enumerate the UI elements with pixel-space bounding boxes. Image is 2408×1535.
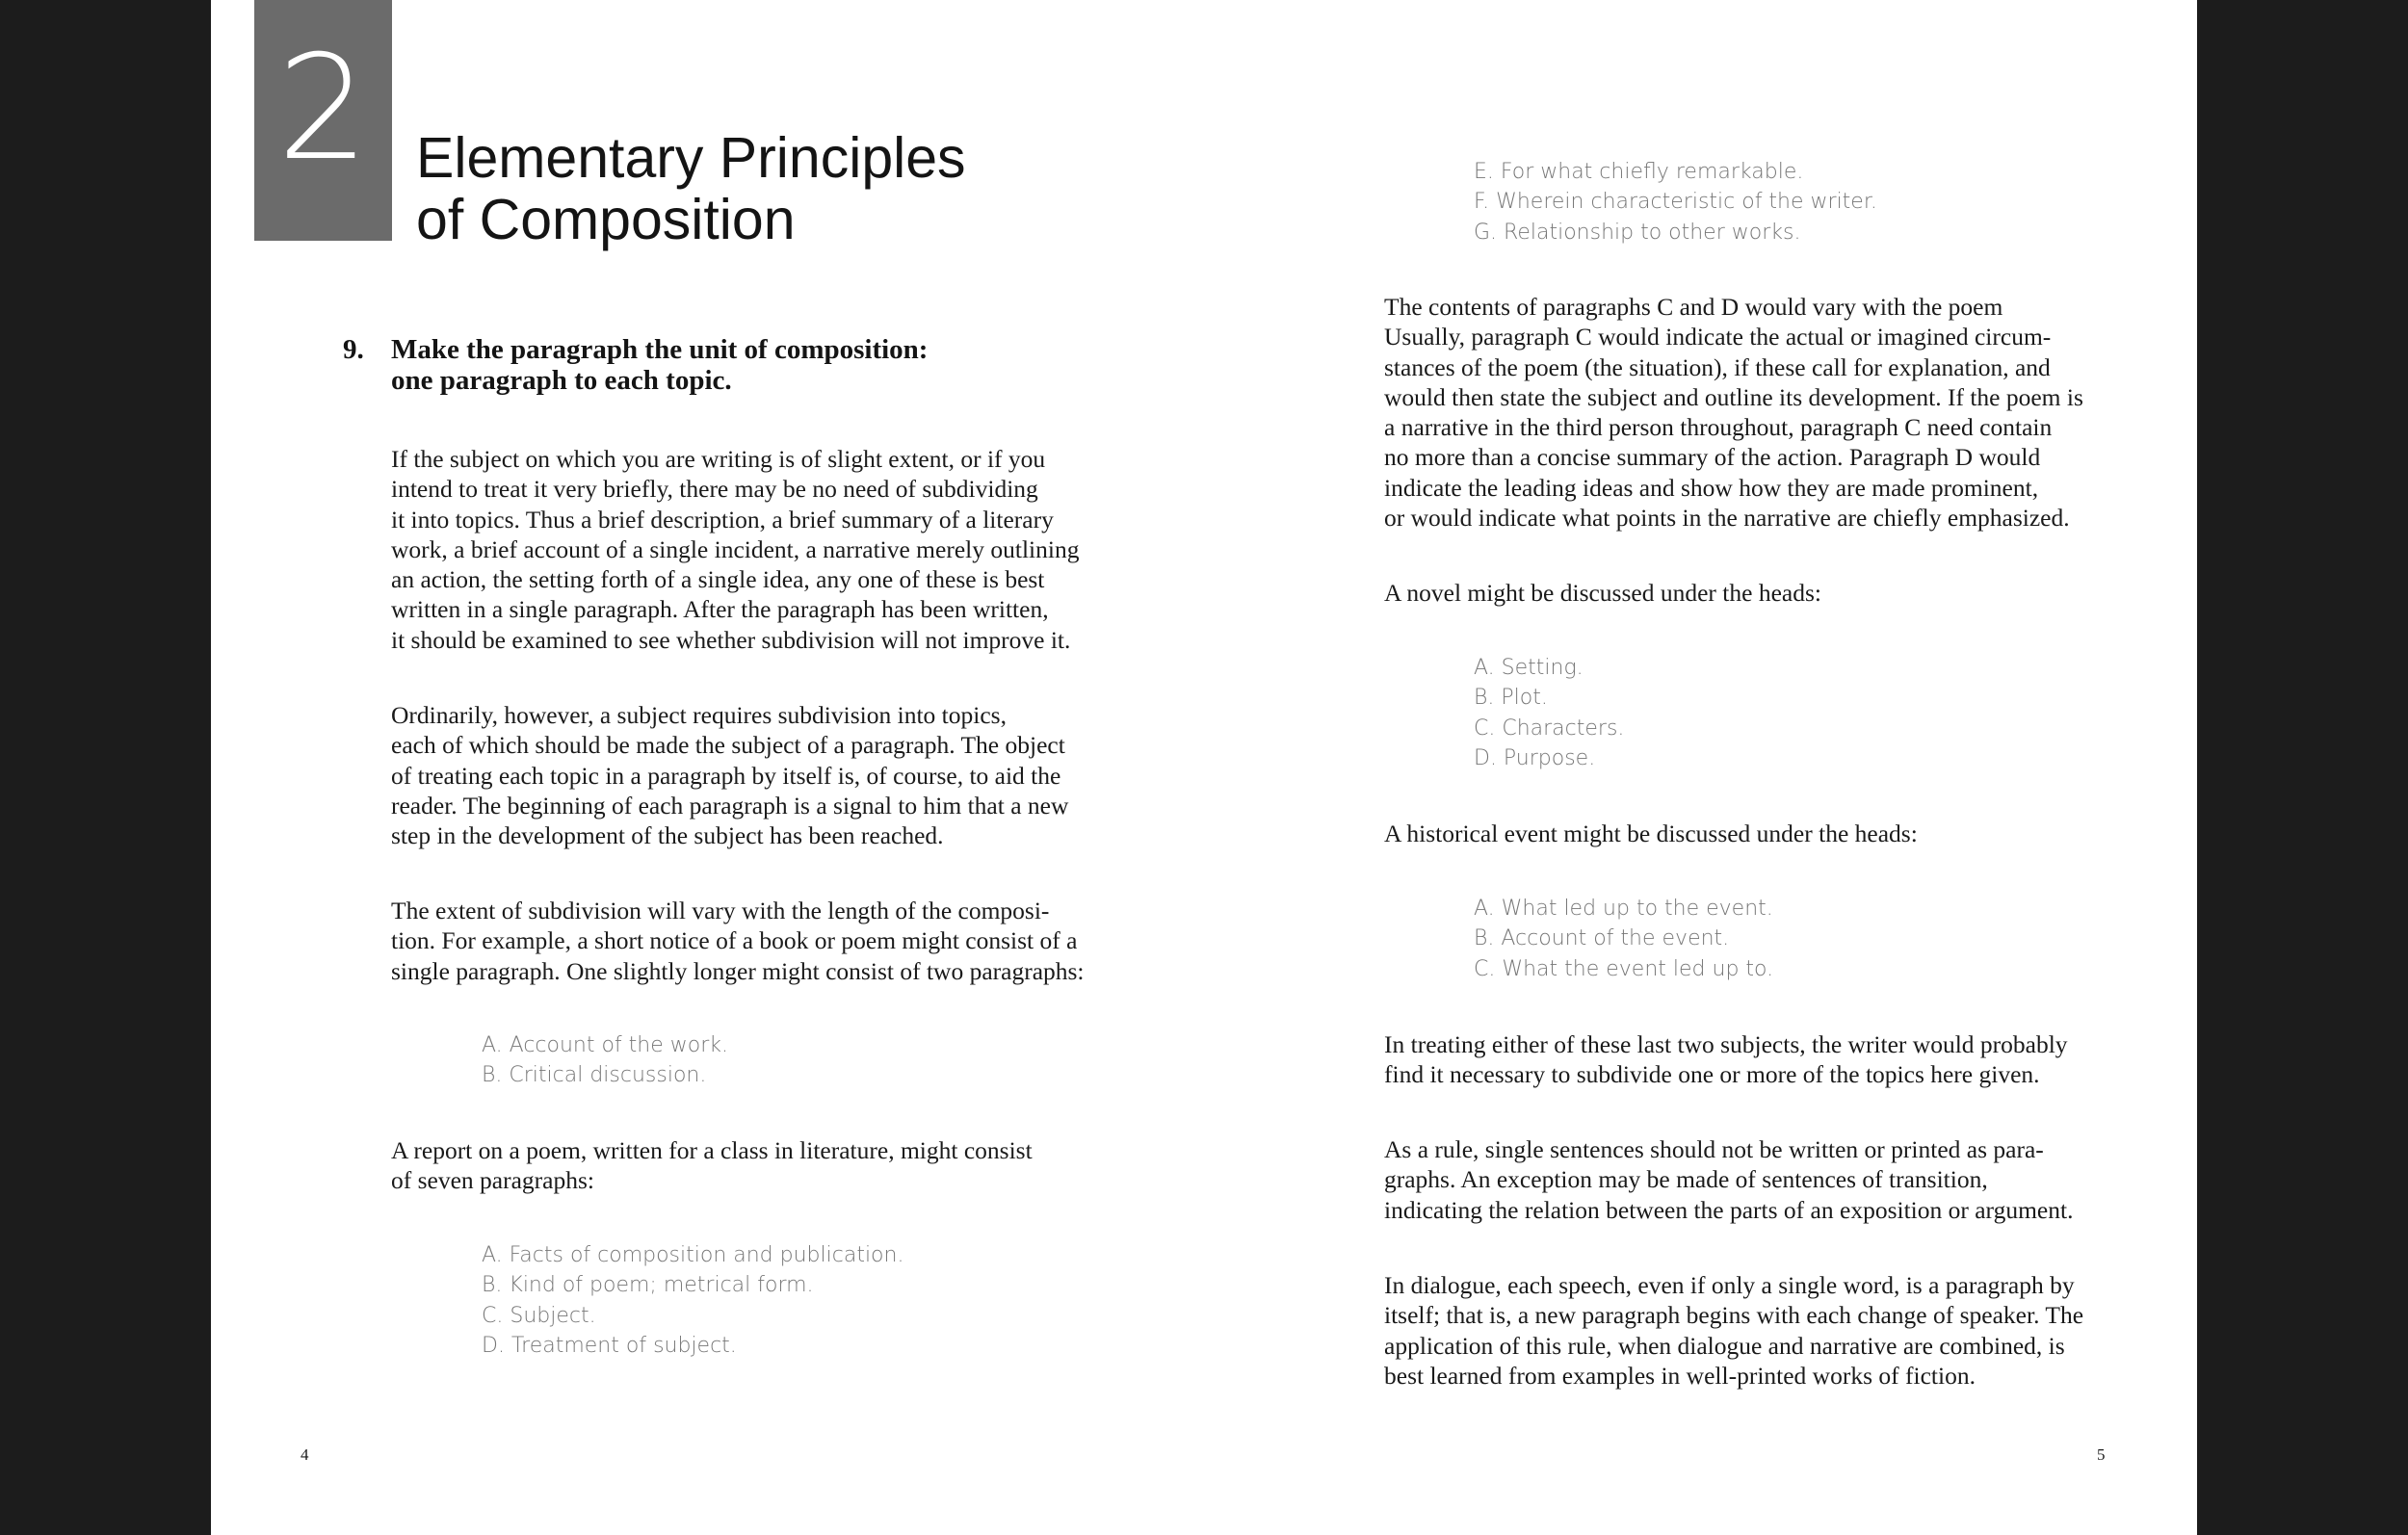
text-line: it should be examined to see whether subdivision will not improve it.	[391, 625, 1071, 654]
text-line: graphs. An exception may be made of sentences of transition,	[1384, 1165, 1988, 1194]
text-line: reader. The beginning of each paragraph is a signal to him that a new	[391, 791, 1069, 820]
chapter-title-line: Elementary Principles	[416, 126, 966, 190]
text-line: would then state the subject and outline its development. If the poem is	[1384, 382, 2083, 411]
text-line: each of which should be made the subject of a paragraph. The object	[391, 731, 1065, 760]
text-line: The extent of subdivision will vary with the length of the composi-	[391, 897, 1050, 924]
text-line: written in a single paragraph. After the paragraph has been written,	[391, 595, 1049, 624]
text-line: In treating either of these last two subjects, the writer would probably	[1384, 1030, 2068, 1058]
text-line: Ordinarily, however, a subject requires subdivision into topics,	[391, 701, 1007, 729]
text-line: an action, the setting forth of a single idea, any one of these is best	[391, 565, 1045, 594]
rule-heading	[343, 334, 1036, 396]
left-paragraph-2	[391, 700, 1068, 850]
text-line: In dialogue, each speech, even if only a single word, is a paragraph by	[1384, 1271, 2075, 1299]
text-line: A novel might be discussed under the heads:	[1384, 579, 1821, 607]
text-line: single paragraph. One slightly longer might consist of two paragraphs:	[391, 956, 1085, 985]
text-line: or would indicate what points in the narrative are chiefly emphasized.	[1384, 504, 2070, 533]
list-item: G. Relationship to other works.	[1474, 220, 1801, 245]
list-poem-report	[482, 1240, 903, 1361]
right-paragraph-2	[1384, 578, 1821, 608]
right-paragraph-5	[1384, 1134, 2073, 1225]
text-line: Usually, paragraph C would indicate the actual or imagined circum-	[1384, 323, 2052, 351]
rule-title-line: one paragraph to each topic.	[391, 365, 732, 396]
text-line: indicating the relation between the parts of an exposition or argument.	[1384, 1195, 2074, 1224]
left-paragraph-4	[391, 1135, 1033, 1196]
text-line: no more than a concise summary of the action. Paragraph D would	[1384, 443, 2041, 472]
text-line: A report on a poem, written for a class in literature, might consist	[391, 1136, 1033, 1164]
list-item: B. Kind of poem; metrical form.	[482, 1273, 814, 1298]
text-line: find it necessary to subdivide one or more of the topics here given.	[1384, 1060, 2040, 1089]
text-line: itself; that is, a new paragraph begins with each change of speaker. The	[1384, 1301, 2084, 1330]
right-paragraph-6	[1384, 1270, 2083, 1391]
rule-title-line: Make the paragraph the unit of composition:	[391, 334, 929, 365]
list-item: B. Account of the event.	[1474, 926, 1730, 951]
text-line: If the subject on which you are writing is of slight extent, or if you	[391, 445, 1046, 473]
list-item: D. Treatment of subject.	[482, 1333, 737, 1358]
list-item: B. Plot.	[1474, 686, 1548, 711]
chapter-number-box	[254, 0, 392, 241]
text-line: best learned from examples in well-printed works of fiction.	[1384, 1361, 1976, 1390]
chapter-title	[416, 127, 966, 250]
right-paragraph-1	[1384, 292, 2083, 533]
list-item: A. Facts of composition and publication.	[482, 1243, 904, 1267]
list-item: C. Subject.	[482, 1303, 596, 1328]
text-line: application of this rule, when dialogue and narrative are combined, is	[1384, 1331, 2065, 1360]
list-item: E. For what chiefly remarkable.	[1474, 160, 1804, 184]
text-line: it into topics. Thus a brief description, a brief summary of a literary	[391, 505, 1054, 533]
list-item: A. Setting.	[1474, 656, 1584, 680]
list-item: F. Wherein characteristic of the writer.	[1474, 190, 1877, 215]
text-line: stances of the poem (the situation), if these call for explanation, and	[1384, 352, 2051, 381]
list-short-notice	[482, 1030, 728, 1091]
text-line: A historical event might be discussed under the heads:	[1384, 820, 1918, 847]
list-poem-report-continued	[1474, 157, 1877, 247]
list-item: B. Critical discussion.	[482, 1063, 707, 1088]
text-line: indicate the leading ideas and show how they are made prominent,	[1384, 473, 2039, 502]
list-item: C. What the event led up to.	[1474, 956, 1774, 981]
list-novel-heads	[1474, 653, 1624, 773]
text-line: of treating each topic in a paragraph by itself is, of course, to aid the	[391, 761, 1061, 790]
page-number-left: 4	[301, 1445, 309, 1464]
rule-number: 9.	[343, 334, 364, 365]
left-paragraph-3	[391, 896, 1085, 986]
chapter-title-line: of Composition	[416, 188, 796, 251]
page-number-right: 5	[2097, 1445, 2106, 1464]
list-item: A. What led up to the event.	[1474, 897, 1773, 921]
list-item: C. Characters.	[1474, 715, 1625, 741]
text-line: of seven paragraphs:	[391, 1166, 594, 1195]
rule-title	[391, 334, 1036, 396]
text-line: step in the development of the subject has been reached.	[391, 821, 944, 850]
text-line: a narrative in the third person throughout, paragraph C need contain	[1384, 413, 2053, 442]
text-line: work, a brief account of a single incident, a narrative merely outlining	[391, 534, 1080, 563]
list-item: A. Account of the work.	[482, 1033, 728, 1057]
text-line: tion. For example, a short notice of a book or poem might consist of a	[391, 926, 1078, 955]
right-paragraph-3	[1384, 819, 1918, 848]
text-line: intend to treat it very briefly, there may be no need of subdividing	[391, 475, 1038, 504]
list-item: D. Purpose.	[1474, 745, 1596, 770]
left-paragraph-1	[391, 444, 1079, 655]
text-line: The contents of paragraphs C and D would vary with the poem	[1384, 293, 2003, 321]
text-line: As a rule, single sentences should not be written or printed as para-	[1384, 1135, 2044, 1163]
right-paragraph-4	[1384, 1029, 2068, 1090]
chapter-number: 2	[276, 25, 370, 193]
list-event-heads	[1474, 894, 1773, 984]
